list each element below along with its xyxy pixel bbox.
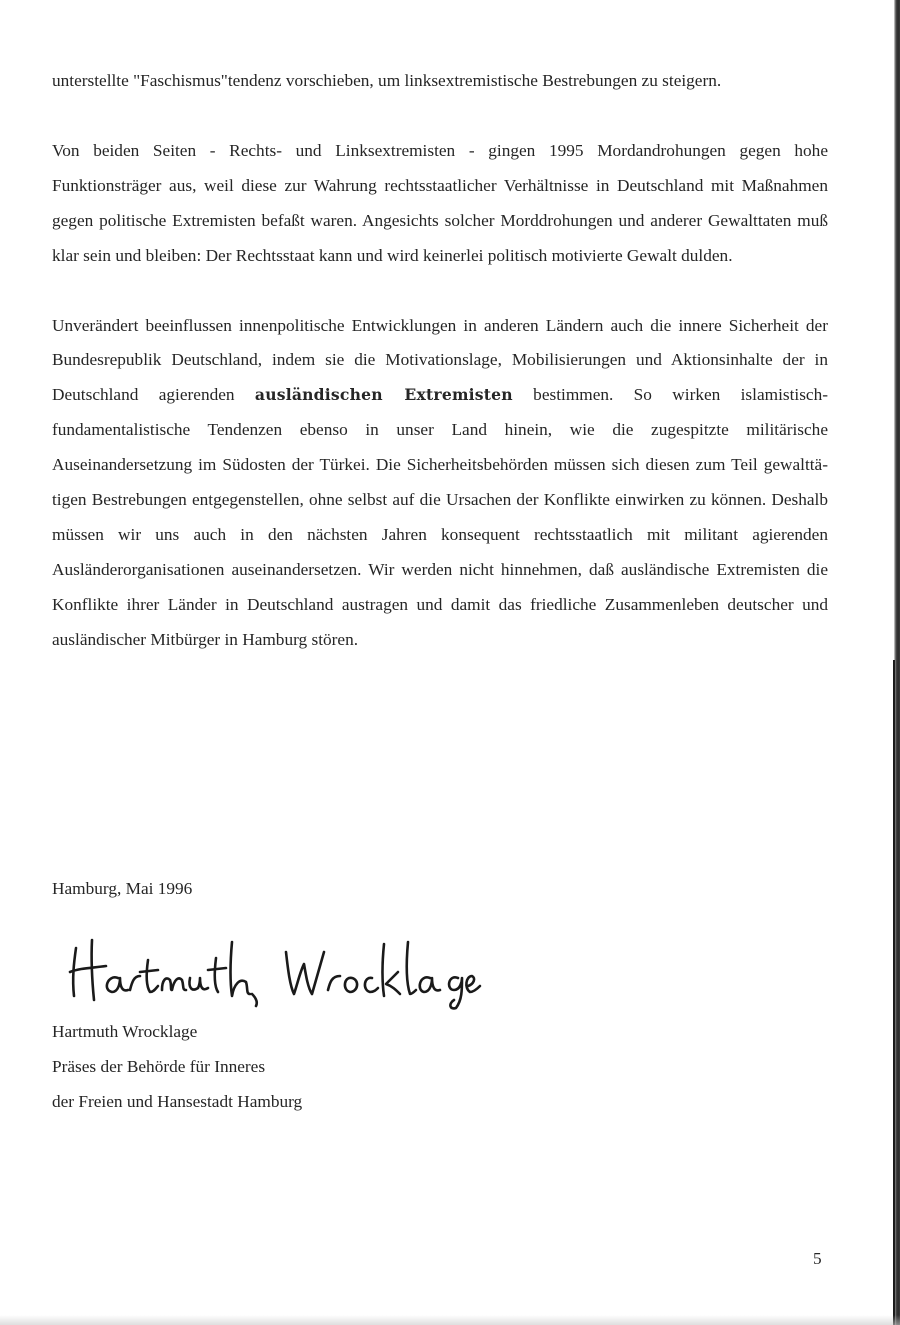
signer-block <box>52 1014 302 1119</box>
paragraph-1 <box>52 64 828 99</box>
paragraph-3-text-end: bestimmen. So wirken islamistisch-fundamentalistische Tendenzen ebenso in unser Land hinein, wie die zugespitzte militärische Auseinandersetzung im Südosten der Türkei. Die Sicherheitsbehörden müssen sich diesen zum Teil gewalttätigen Bestrebungen entgegenstellen, ohne selbst auf die Ursachen der Konflikte einwirken zu können. Deshalb müssen wir uns auch in den nächsten Jahren konsequent rechtsstaatlich mit militant agierenden Ausländerorganisationen auseinandersetzen. Wir werden nicht hinnehmen, daß ausländische Extremisten die Konflikte ihrer Länder in Deutschland austragen und damit das friedliche Zusammenleben deutscher und ausländischer Mitbürger in Hamburg stören. <box>52 385 828 649</box>
page-edge-line <box>893 660 895 1325</box>
paragraph-3 <box>52 309 828 658</box>
paragraph-3-text-start: Unverändert beeinflussen innenpolitische Entwicklungen in anderen Ländern auch die innere Sicherheit der Bundesrepublik Deutschland, indem sie die Motivationslage, Mobilisierungen und Aktionsinhalte der in Deutschland agierenden <box>52 315 828 405</box>
paragraph-3-bold-term: ausländischen Extremisten <box>254 385 513 405</box>
page-bottom-shadow <box>0 1315 900 1325</box>
paragraph-1-text: unterstellte "Faschismus"tendenz vorschieben, um linksextremistische Bestrebungen zu steigern. <box>52 71 722 90</box>
signer-name: Hartmuth Wrocklage <box>52 1022 198 1041</box>
handwritten-signature <box>62 930 492 1010</box>
signer-title-line-1: Präses der Behörde für Inneres <box>52 1057 266 1076</box>
paragraph-2-text: Von beiden Seiten - Rechts- und Linksextremisten - gingen 1995 Mordandrohungen gegen hohe Funktionsträger aus, weil diese zur Wahrung rechtsstaatlicher Verhältnisse in Deutschland mit Maßnahmen gegen politische Extremisten befaßt waren. Angesichts solcher Morddrohungen und anderer Gewalttaten muß klar sein und bleiben: Der Rechtsstaat kann und wird keinerlei politisch motivierte Gewalt dulden. <box>52 140 828 265</box>
place-and-date: Hamburg, Mai 1996 <box>52 879 193 898</box>
body-text <box>52 64 828 658</box>
page-number: 5 <box>813 1249 822 1268</box>
paragraph-2 <box>52 134 828 274</box>
signer-title-line-2: der Freien und Hansestadt Hamburg <box>52 1092 303 1111</box>
